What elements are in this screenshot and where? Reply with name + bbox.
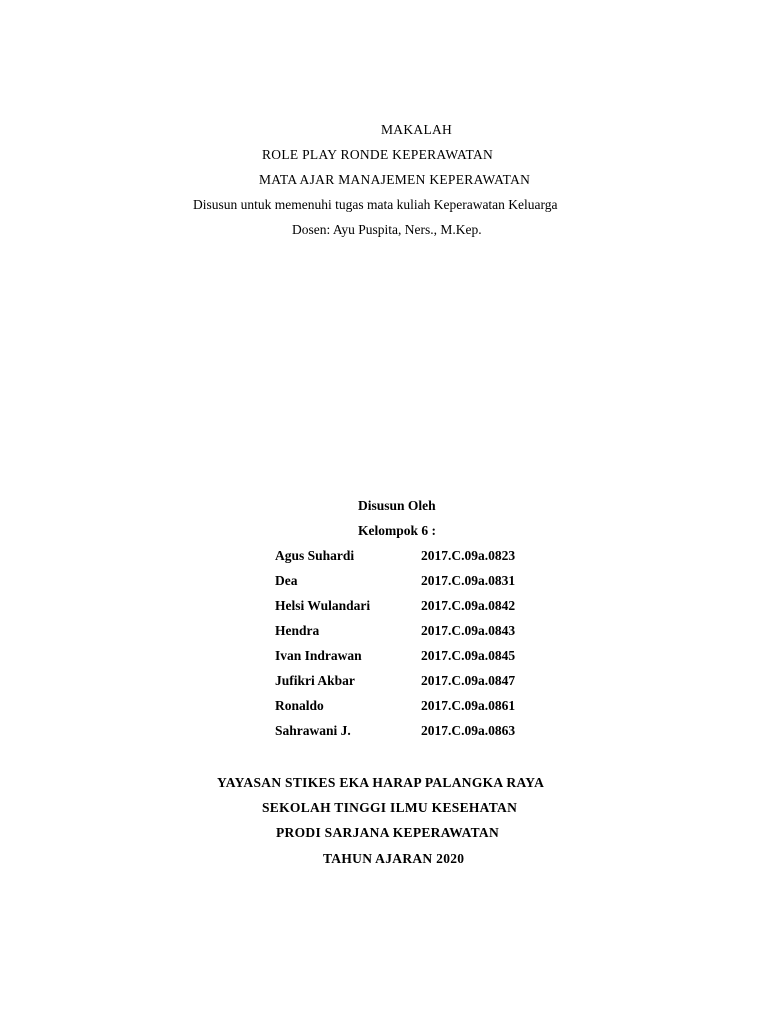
member-name: Ivan Indrawan [275,648,362,663]
member-name: Jufikri Akbar [275,673,355,688]
member-id: 2017.C.09a.0863 [421,723,516,738]
institution-school: SEKOLAH TINGGI ILMU KESEHATAN [262,800,518,815]
institution-foundation: YAYASAN STIKES EKA HARAP PALANGKA RAYA [217,775,545,790]
doc-authored-by: Disusun Oleh [358,498,436,513]
doc-title-makalah: MAKALAH [381,122,453,137]
member-name: Hendra [275,623,320,638]
member-id: 2017.C.09a.0847 [421,673,516,688]
member-id: 2017.C.09a.0842 [421,598,516,613]
member-name: Dea [275,573,298,588]
doc-subtitle: Disusun untuk memenuhi tugas mata kuliah Keperawatan Keluarga [193,197,558,212]
institution-program: PRODI SARJANA KEPERAWATAN [276,825,500,840]
member-id: 2017.C.09a.0861 [421,698,516,713]
member-id: 2017.C.09a.0843 [421,623,516,638]
doc-title-role-play: ROLE PLAY RONDE KEPERAWATAN [262,147,494,162]
member-id: 2017.C.09a.0845 [421,648,516,663]
doc-lecturer: Dosen: Ayu Puspita, Ners., M.Kep. [292,222,482,237]
member-name: Helsi Wulandari [275,598,371,613]
doc-group: Kelompok 6 : [358,523,437,538]
member-id: 2017.C.09a.0831 [421,573,516,588]
institution-academic-year: TAHUN AJARAN 2020 [323,851,465,866]
member-name: Agus Suhardi [275,548,355,563]
member-id: 2017.C.09a.0823 [421,548,516,563]
doc-title-mata-ajar: MATA AJAR MANAJEMEN KEPERAWATAN [259,172,531,187]
member-name: Ronaldo [275,698,324,713]
member-name: Sahrawani J. [275,723,351,738]
